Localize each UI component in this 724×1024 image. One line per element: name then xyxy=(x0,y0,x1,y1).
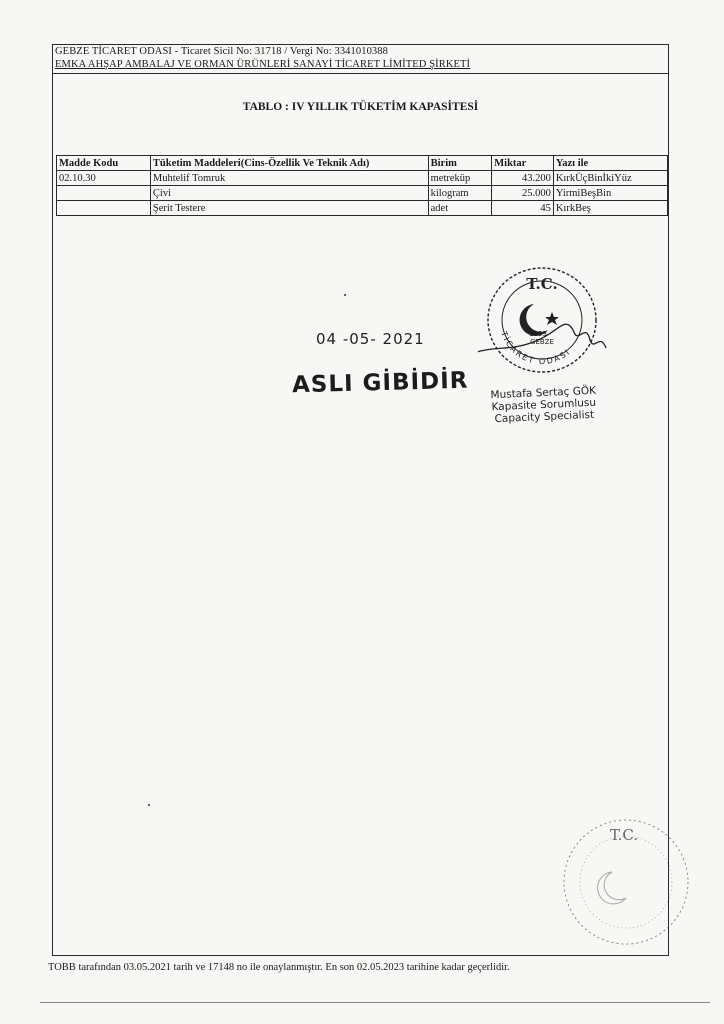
column-header-quantity: Miktar xyxy=(492,156,554,171)
company-name: EMKA AHŞAP AMBALAJ VE ORMAN ÜRÜNLERİ SANAYİ TİCARET LİMİTED ŞİRKETİ xyxy=(55,59,471,70)
cell-unit: metreküp xyxy=(428,171,492,186)
cell-code: 02.10.30 xyxy=(57,171,151,186)
table-row xyxy=(57,171,668,186)
faint-embossed-seal xyxy=(556,812,696,952)
document-header xyxy=(53,45,668,74)
speck xyxy=(344,294,346,296)
consumption-capacity-table xyxy=(56,155,668,216)
signer-block xyxy=(490,385,597,426)
approval-footnote: TOBB tarafından 03.05.2021 tarih ve 17148 no ile onaylanmıştır. En son 02.05.2023 tarihine kadar geçerlidir. xyxy=(48,962,510,973)
table-header-row xyxy=(57,156,668,171)
chamber-seal xyxy=(478,262,610,382)
table-row xyxy=(57,201,668,216)
signer-title-tr: Kapasite Sorumlusu xyxy=(491,396,597,414)
column-header-in-words: Yazı ile xyxy=(553,156,667,171)
cell-quantity: 25.000 xyxy=(492,186,554,201)
cell-item: Şerit Testere xyxy=(150,201,428,216)
cell-unit: adet xyxy=(428,201,492,216)
cell-quantity: 43.200 xyxy=(492,171,554,186)
cell-item: Muhtelif Tomruk xyxy=(150,171,428,186)
bottom-rule xyxy=(40,1002,710,1003)
cell-code xyxy=(57,186,151,201)
column-header-item: Tüketim Maddeleri(Cins-Özellik Ve Teknik Adı) xyxy=(150,156,428,171)
signer-title-en: Capacity Specialist xyxy=(494,408,595,426)
certified-copy-stamp: ASLI GİBİDİR xyxy=(291,367,469,399)
signer-name: Mustafa Sertaç GÖK xyxy=(490,384,597,402)
table-row xyxy=(57,186,668,201)
cell-item: Çivi xyxy=(150,186,428,201)
column-header-code: Madde Kodu xyxy=(57,156,151,171)
cell-in-words: YirmiBeşBin xyxy=(553,186,667,201)
cell-code xyxy=(57,201,151,216)
seal-ring-text: TİCARET ODASI xyxy=(499,330,573,367)
cell-unit: kilogram xyxy=(428,186,492,201)
star-icon xyxy=(545,312,559,325)
chamber-registry-line: GEBZE TİCARET ODASI - Ticaret Sicil No: 31718 / Vergi No: 3341010388 xyxy=(55,46,388,57)
faint-seal-tc-text: T.C. xyxy=(609,826,639,844)
cell-in-words: KırkÜçBinİkiYüz xyxy=(553,171,667,186)
seal-city: GEBZE xyxy=(530,338,554,346)
stamp-date: 04 -05- 2021 xyxy=(316,330,425,348)
table-title: TABLO : IV YILLIK TÜKETİM KAPASİTESİ xyxy=(242,101,479,113)
cell-in-words: KırkBeş xyxy=(553,201,667,216)
faint-crescent-icon xyxy=(598,872,626,904)
speck xyxy=(148,804,150,806)
cell-quantity: 45 xyxy=(492,201,554,216)
seal-tc-text: T.C. xyxy=(526,275,558,293)
column-header-unit: Birim xyxy=(428,156,492,171)
seal-year: 1993 xyxy=(529,330,547,338)
